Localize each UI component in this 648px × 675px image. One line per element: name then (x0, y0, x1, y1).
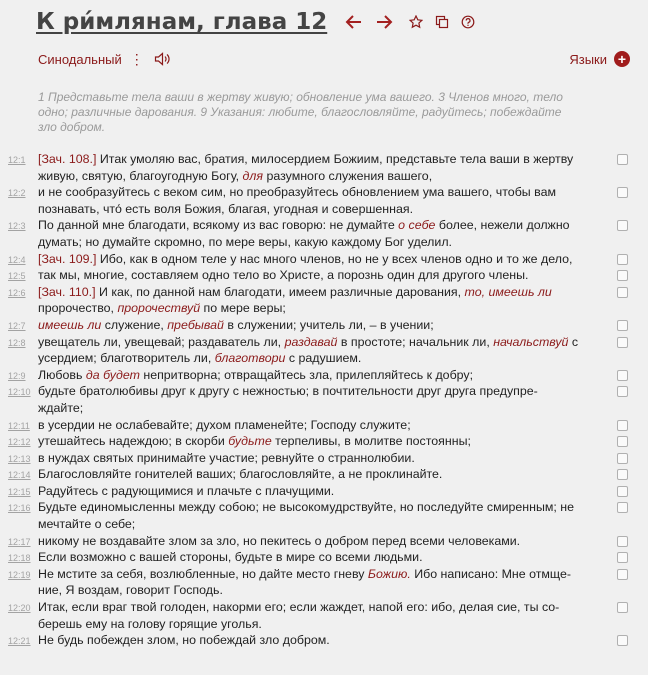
verse-line (38, 599, 608, 616)
verse-segment: Ибо написано: Мне отмще- (410, 566, 571, 581)
verse-segment: разумного служения вашего, (263, 168, 433, 183)
zachalo-marker: [Зач. 108.] (38, 152, 97, 166)
verse-number-link[interactable]: 12:5 (8, 271, 26, 282)
verse-segment: Если возможно с вашей стороны, будьте в мире со всеми людьми. (38, 550, 423, 565)
verse-line (38, 582, 608, 599)
verse-line (38, 533, 608, 550)
verse-checkbox[interactable] (617, 552, 628, 563)
verse-segment: Ибо, как в одном теле у нас много членов, но не у всех членов одно и то же дело, (96, 251, 573, 266)
verse-text (38, 383, 608, 416)
verse-number-link[interactable]: 12:11 (8, 420, 30, 431)
verse-segment: И как, по данной нам благодати, имеем различные дарования, (95, 284, 465, 299)
verse-text (38, 367, 608, 384)
verse-number-link[interactable]: 12:12 (8, 437, 31, 448)
verse-segment: в усердии не ослабевайте; духом пламенейте; Господу служите; (38, 417, 411, 432)
verse-text (38, 433, 608, 450)
verse-checkbox[interactable] (617, 635, 628, 646)
verse-number-link[interactable]: 12:15 (8, 486, 31, 497)
verse-row (0, 317, 648, 334)
help-icon[interactable] (461, 15, 475, 29)
verse-line (38, 151, 608, 184)
verse-text (38, 267, 608, 284)
verse-segment: будьте братолюбивы друг к другу с нежностью; в почтительности друг друга предупре- (38, 384, 538, 399)
verse-row (0, 367, 648, 384)
languages-link[interactable]: Языки (569, 51, 607, 67)
verse-number-link[interactable]: 12:8 (8, 337, 26, 348)
verse-checkbox[interactable] (617, 436, 628, 447)
verse-line (38, 367, 608, 384)
verse-number-link[interactable]: 12:18 (8, 553, 31, 564)
verse-line (38, 251, 608, 268)
verse-checkbox[interactable] (617, 287, 628, 298)
verse-row (0, 284, 648, 317)
verse-text (38, 466, 608, 483)
verse-row (0, 549, 648, 566)
verse-checkbox[interactable] (617, 337, 628, 348)
verse-text (38, 450, 608, 467)
verse-line (38, 433, 608, 450)
verse-segment: Итак умоляю вас, братия, милосердием Божиим, представьте тела ваши в жертву живую, святую, благоугодную Богу, (38, 152, 574, 183)
verse-line (38, 267, 608, 284)
verse-segment: по мере веры; (200, 301, 286, 316)
verse-segment: Будьте единомысленны между собою; не высокомудрствуйте, но последуйте смиренным; не мечтайте о себе; (38, 500, 575, 532)
verse-line (38, 450, 608, 467)
verse-number-link[interactable]: 12:6 (8, 287, 26, 298)
verse-segment: с радушием. (285, 351, 362, 366)
verse-line (38, 483, 608, 500)
next-chapter-arrow-icon[interactable] (375, 14, 393, 30)
italic-word: пребывай (167, 317, 224, 332)
italic-word: о себе (398, 218, 436, 233)
zachalo-marker: [Зач. 109.] (38, 251, 97, 266)
verse-text (38, 483, 608, 500)
verse-row (0, 566, 648, 599)
verse-segment: Радуйтесь с радующимися и плачьте с плачущими. (38, 483, 335, 498)
translation-bar (38, 49, 630, 69)
verse-segment: служение, (101, 317, 168, 332)
verse-number-link[interactable]: 12:17 (8, 536, 31, 547)
verse-row (0, 499, 648, 532)
verse-number-link[interactable]: 12:9 (8, 370, 26, 381)
verse-text (38, 151, 608, 184)
italic-word: благотвори (214, 351, 286, 366)
translation-selector[interactable]: Синодальный (38, 51, 122, 67)
add-language-plus-icon[interactable]: + (614, 51, 630, 67)
verse-checkbox[interactable] (617, 420, 628, 431)
verse-segment: терпеливы, в молитве постоянны; (271, 434, 471, 449)
verse-text (38, 599, 608, 632)
verse-segment: ние, Я воздам, говорит Господь. (38, 583, 223, 598)
verse-row (0, 251, 648, 268)
italic-word: Божию. (367, 566, 411, 581)
copy-icon[interactable] (435, 15, 449, 29)
verse-number-link[interactable]: 12:1 (8, 155, 26, 165)
verse-number-link[interactable]: 12:2 (8, 188, 26, 199)
verse-line (38, 417, 608, 434)
verse-segment: никому не воздавайте злом за зло, но пекитесь о добром перед всеми человеками. (38, 533, 521, 548)
verse-segment: Итак, если враг твой голоден, накорми его; если жаждет, напой его: ибо, делая сие, ты со- (38, 600, 560, 615)
verse-segment: Не будь побежден злом, но побеждай зло добром. (38, 633, 330, 648)
verse-row (0, 334, 648, 367)
verse-segment: более, нежели должно думать; но думайте скромно, по мере веры, какую каждому Бог уделил. (38, 218, 570, 249)
verse-text (38, 334, 608, 367)
italic-word: для (242, 168, 264, 183)
verse-checkbox[interactable] (617, 270, 628, 281)
italic-word: то, имеешь ли (464, 284, 552, 299)
verse-line (38, 184, 608, 217)
verse-text (38, 533, 608, 550)
italic-word: пророчествуй (117, 301, 201, 316)
more-options-icon[interactable]: ⋮ (129, 51, 144, 67)
verse-number-link[interactable]: 12:21 (8, 636, 31, 647)
verse-row (0, 417, 648, 434)
verse-row (0, 267, 648, 284)
verse-segment: увещатель ли, увещевай; раздаватель ли, (38, 334, 285, 349)
verse-number-link[interactable]: 12:3 (8, 221, 26, 232)
verse-segment: Не мстите за себя, возлюбленные, но дайте место гневу (38, 566, 368, 581)
verse-text (38, 417, 608, 434)
verse-line (38, 383, 608, 400)
verse-line (38, 566, 608, 583)
italic-word: раздавай (284, 334, 338, 349)
prev-chapter-arrow-icon[interactable] (345, 14, 363, 30)
verse-checkbox[interactable] (617, 486, 628, 497)
verse-line (38, 632, 608, 649)
verse-checkbox[interactable] (617, 254, 628, 265)
verse-text (38, 251, 608, 268)
verse-checkbox[interactable] (617, 370, 628, 381)
verse-segment: в служении; учитель ли, – в учении; (223, 317, 434, 332)
italic-word: начальствуй (493, 334, 569, 349)
verse-checkbox[interactable] (617, 469, 628, 480)
verse-text (38, 566, 608, 599)
verse-segment: и не сообразуйтесь с веком сим, но преобразуйтесь обновлением ума вашего, чтобы вам познавать, что́ есть воля Божия, благая, угодная и совершенная. (38, 185, 556, 216)
verse-text (38, 217, 608, 250)
audio-speaker-icon[interactable] (154, 52, 170, 66)
verse-number-link[interactable]: 12:20 (8, 603, 31, 614)
verse-text (38, 632, 608, 649)
verse-number-link[interactable]: 12:19 (8, 569, 31, 580)
verse-checkbox[interactable] (617, 569, 628, 580)
verse-row (0, 151, 648, 184)
verse-segment: в нуждах святых принимайте участие; ревнуйте о страннолюбии. (38, 450, 415, 465)
verse-line (38, 284, 608, 317)
verse-number-link[interactable]: 12:14 (8, 470, 31, 481)
verse-row (0, 184, 648, 217)
verse-line (38, 400, 608, 417)
verse-row (0, 433, 648, 450)
verse-segment: в простоте; начальник ли, (337, 334, 494, 349)
verse-checkbox[interactable] (617, 187, 628, 198)
verse-segment: Любовь (38, 367, 86, 382)
italic-word: да будет (85, 367, 140, 382)
italic-word: имеешь ли (38, 317, 102, 332)
verse-number-link[interactable]: 12:10 (8, 387, 31, 398)
verse-row (0, 599, 648, 632)
verse-text (38, 317, 608, 334)
verse-segment: ждайте; (38, 400, 84, 415)
verse-line (38, 334, 608, 367)
verse-segment: пророчество, (38, 301, 118, 316)
verse-line (38, 217, 608, 250)
verse-checkbox[interactable] (617, 386, 628, 397)
verse-checkbox[interactable] (617, 602, 628, 613)
verse-text (38, 499, 608, 532)
verse-row (0, 483, 648, 500)
verse-row (0, 450, 648, 467)
page-header (36, 6, 475, 38)
verse-row (0, 632, 648, 649)
verse-row (0, 217, 648, 250)
verse-checkbox[interactable] (617, 220, 628, 231)
verse-checkbox[interactable] (617, 536, 628, 547)
verse-segment: По данной мне благодати, всякому из вас говорю: не думайте (38, 218, 399, 233)
verse-line (38, 549, 608, 566)
verse-segment: утешайтесь надеждою; в скорби (38, 434, 229, 449)
verse-checkbox[interactable] (617, 154, 628, 165)
verse-segment: Благословляйте гонителей ваших; благословляйте, а не проклинайте. (38, 467, 443, 482)
verse-number-link[interactable]: 12:16 (8, 503, 31, 514)
verse-row (0, 383, 648, 416)
verse-text (38, 549, 608, 566)
verse-checkbox[interactable] (617, 502, 628, 513)
verse-number-link[interactable]: 12:7 (8, 320, 26, 331)
verse-line (38, 499, 608, 532)
star-icon[interactable] (409, 15, 423, 29)
verse-segment: так мы, многие, составляем одно тело во Христе, а порознь один для другого члены. (38, 268, 529, 283)
italic-word: будьте (228, 434, 272, 449)
zachalo-marker: [Зач. 110.] (38, 284, 96, 299)
verse-text (38, 284, 608, 317)
verse-segment: берешь ему на голову горящие уголья. (38, 616, 262, 631)
verse-list (0, 151, 648, 649)
verse-segment: непритворна; отвращайтесь зла, прилепляйтесь к добру; (139, 367, 474, 382)
verse-checkbox[interactable] (617, 453, 628, 464)
verse-line (38, 466, 608, 483)
page-title[interactable]: К ри́млянам, глава 12 (36, 9, 328, 35)
chapter-summary: 1 Представьте тела ваши в жертву живую; обновление ума вашего. 3 Членов много, тело одно; различные дарования. 9 Указания: любите, благословляйте, радуйтесь; побеждайте зло добром. (38, 90, 563, 134)
verse-line (38, 317, 608, 334)
verse-line (38, 616, 608, 633)
verse-row (0, 533, 648, 550)
verse-checkbox[interactable] (617, 320, 628, 331)
verse-number-link[interactable]: 12:4 (8, 254, 26, 265)
verse-text (38, 184, 608, 217)
verse-segment: с усердием; благотворитель ли, (38, 334, 579, 366)
verse-row (0, 466, 648, 483)
verse-number-link[interactable]: 12:13 (8, 453, 31, 464)
